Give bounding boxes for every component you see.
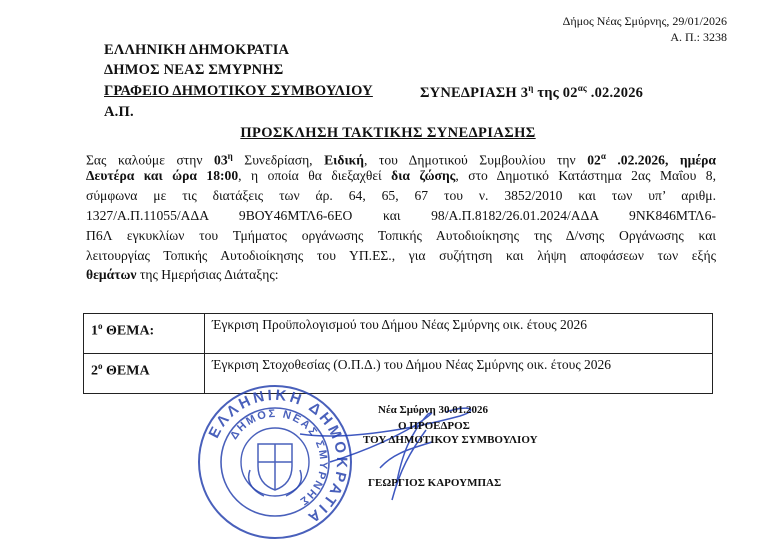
signature-date: Νέα Σμύρνη 30.01.2026 (378, 404, 488, 416)
body-line-7: θεμάτων της Ημερήσιας Διάταξης: (86, 267, 279, 282)
agenda-item-number: $1^o$ ΘΕΜΑ: (84, 314, 205, 354)
agenda-item-text: Έγκριση Στοχοθεσίας (Ο.Π.Δ.) του Δήμου Νέας Σμύρνης οικ. έτους 2026 (205, 354, 713, 394)
session-heading: ΣΥΝΕΔΡΙΑΣΗ $3^\eta$ της $02^{\alpha\varsigma}$ .02.2026 (420, 83, 644, 101)
body-line-3: σύμφωνα με τις διατάξεις των άρ. 64, 65, 67 του ν. 3852/2010 και των υπ’ αριθμ. (86, 188, 716, 203)
ap-label: Α.Π. (104, 104, 134, 120)
stamp-outer-text: ΕΛΛΗΝΙΚΗ ΔΗΜΟΚΡΑΤΙΑ (205, 386, 351, 528)
office-heading: ΓΡΑΦΕΙΟ ΔΗΜΟΤΙΚΟΥ ΣΥΜΒΟΥΛΙΟΥ (104, 83, 373, 99)
body-line-1: Σας καλούμε στην $03^\eta$ Συνεδρίαση, Ειδική, του Δημοτικού Συμβουλίου την $02^\alpha$ .02.2026, ημέρα (86, 151, 716, 168)
coat-of-arms-icon (249, 444, 302, 496)
body-line-2: Δευτέρα και ώρα 18:00, η οποία θα διεξαχθεί δια ζώσης, στο Δημοτικό Κατάστημα 2ας Μαΐου 8, (86, 168, 716, 183)
document-title: ΠΡΟΣΚΛΗΣΗ ΤΑΚΤΙΚΗΣ ΣΥΝΕΔΡΙΑΣΗΣ (240, 125, 536, 141)
agenda-item-text: Έγκριση Προϋπολογισμού του Δήμου Νέας Σμύρνης οικ. έτους 2026 (205, 314, 713, 354)
signature-name: ΓΕΩΡΓΙΟΣ ΚΑΡΟΥΜΠΑΣ (368, 477, 502, 489)
signature-council: ΤΟΥ ΔΗΜΟΤΙΚΟΥ ΣΥΜΒΟΥΛΙΟΥ (363, 434, 538, 446)
body-line-6: λειτουργίας Τοπικής Αυτοδιοίκησης του ΥΠ.ΕΣ., για συζήτηση και λήψη αποφάσεων των εξής (86, 248, 716, 263)
signature-role: Ο ΠΡΟΕΔΡΟΣ (398, 420, 470, 432)
body-line-4: 1327/Α.Π.11055/ΑΔΑ 9ΒΟΥ46ΜΤΛ6-6ΕΟ και 98/Α.Π.8182/26.01.2024/ΑΔΑ 9ΝΚ846ΜΤΛ6- (86, 208, 716, 223)
municipality-heading: ΔΗΜΟΣ ΝΕΑΣ ΣΜΥΡΝΗΣ (104, 62, 284, 78)
stamp-inner-text: ΔΗΜΟΣ ΝΕΑΣ ΣΜΥΡΝΗΣ (227, 407, 330, 509)
protocol-number: Α. Π.: 3238 (670, 30, 727, 44)
republic-heading: ΕΛΛΗΝΙΚΗ ΔΗΜΟΚΡΑΤΙΑ (104, 42, 290, 58)
document-date: Δήμος Νέας Σμύρνης, 29/01/2026 (562, 14, 727, 28)
body-line-5: Π6Λ εγκυκλίων του Τμήματος οργάνωσης Τοπικής Αυτοδιοίκησης της Δ/νσης Οργάνωσης και (86, 228, 716, 243)
agenda-item-number: $2^o$ ΘΕΜΑ (84, 354, 205, 394)
